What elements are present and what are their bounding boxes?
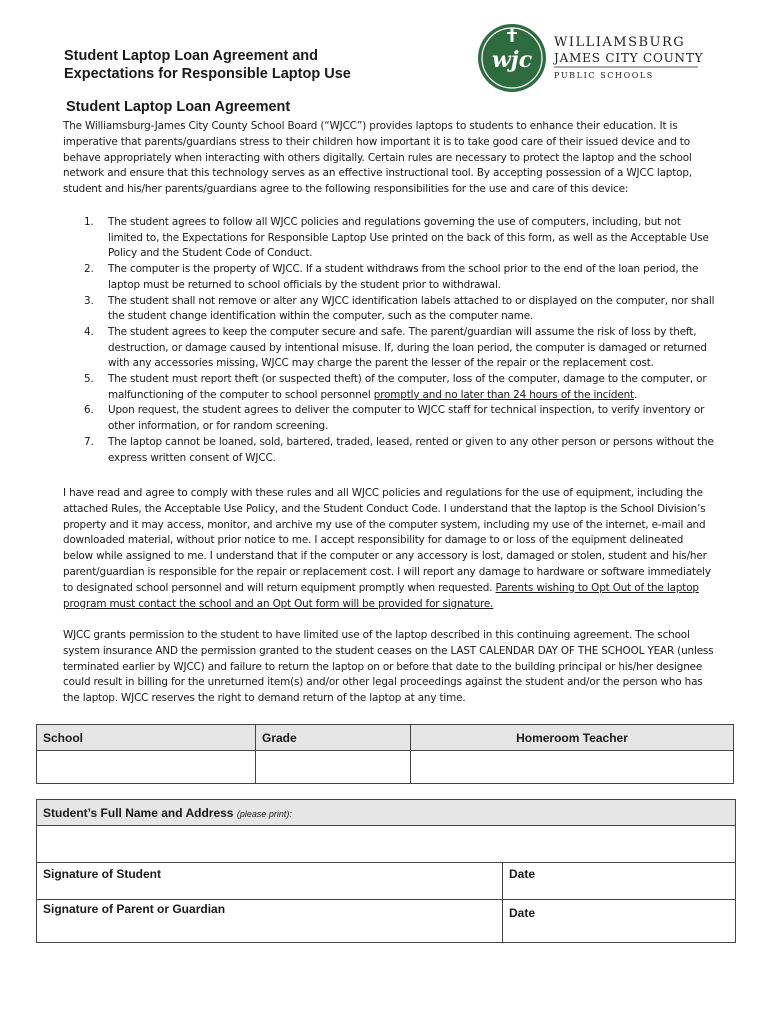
full-name-hint: (please print): <box>236 809 292 819</box>
school-info-table <box>36 724 734 784</box>
student-date-label: Date <box>509 867 536 881</box>
rule-item <box>84 215 716 262</box>
school-field[interactable] <box>37 751 256 784</box>
agreement-text: I have read and agree to comply with these rules and all WJCC policies and regulations for the use of equipment, including the attached Rules, the Acceptable Use Policy, and the Student Conduct Code. I understand that the laptop is the School Division’s property and it may access, monitor, and archive my use of the computer system, including my use of the internet, e-mail and downloaded material, without prior notice to me. I accept responsibility for damage to or loss of the equipment delineated below while assigned to me. I understand that if the computer or any accessory is lost, damaged or stolen, student and his/her parent/guardian is responsible for the repair or replacement cost. I will report any damage to hardware or software immediately to designated school personnel and will return equipment promptly when requested. <box>63 487 711 594</box>
wjcc-logo-graphic <box>476 22 706 94</box>
rule-text: Upon request, the student agrees to deliver the computer to WJCC staff for technical inspection, to verify inventory or other information, or for random screening. <box>108 404 705 433</box>
rule-item <box>84 435 716 466</box>
grade-field[interactable] <box>256 751 411 784</box>
school-header: School <box>37 725 256 751</box>
agreement-paragraph <box>63 486 715 612</box>
rule-item <box>84 372 716 403</box>
logo-initials: wjc <box>491 47 533 73</box>
rule-number: 3. <box>84 294 94 307</box>
rule-text: The computer is the property of WJCC. If a student withdraws from the school prior to the end of the loan period, the laptop must be returned to school officials by the student prior to withdrawal. <box>108 263 699 291</box>
rule-number: 4. <box>84 325 94 338</box>
rule-number: 6. <box>84 404 94 417</box>
org-name-line-2: JAMES CITY COUNTY <box>554 51 704 65</box>
rule-text: The student must report theft (or suspected theft) of the computer, loss of the computer, damage to the computer, or malfunctioning of the computer to school personnel <box>108 373 707 401</box>
rule-text: The student shall not remove or alter any WJCC identification labels attached to or displayed on the computer, nor shall the student change identification within the computer, such as the computer name. <box>108 294 715 323</box>
teacher-field[interactable] <box>411 751 734 784</box>
opt-out-notice: Parents wishing to Opt Out of the laptop program must contact the school and an Opt Out form will be provided for signature. <box>63 581 699 610</box>
student-signature-row <box>37 863 735 900</box>
parent-signature-field[interactable] <box>37 900 503 942</box>
org-name-line-3: PUBLIC SCHOOLS <box>554 71 654 80</box>
parent-date-label: Date <box>509 906 536 920</box>
permission-paragraph: WJCC grants permission to the student to have limited use of the laptop described in this continuing agreement. The school system insurance AND the permission granted to the student ceases on the LAST CALENDAR DAY OF THE SCHOOL YEAR (unless terminated earlier by WJCC) and failure to return the laptop on or before that date to the building principal or his/her designee could result in billing for the unreturned item(s) and/or other legal proceedings against the student and/or the person who has the laptop. WJCC reserves the right to demand return of the laptop at any time. <box>63 629 714 705</box>
full-name-header <box>37 800 735 826</box>
parent-signature-label: Signature of Parent or Guardian <box>43 902 226 916</box>
full-name-field[interactable] <box>37 826 735 863</box>
full-name-label: Student’s Full Name and Address <box>43 806 234 820</box>
rule-item <box>84 325 716 372</box>
rule-text-underlined: promptly and no later than 24 hours of the incident <box>373 388 634 401</box>
student-info-box <box>36 799 736 943</box>
rule-number: 2. <box>84 263 94 276</box>
student-signature-label: Signature of Student <box>43 867 161 881</box>
document-title <box>64 47 351 83</box>
rule-item <box>84 403 716 434</box>
rule-number: 7. <box>84 435 94 448</box>
rule-item <box>84 262 716 293</box>
rule-text: The laptop cannot be loaned, sold, bartered, traded, leased, rented or given to any other person or persons without the express written consent of WJCC. <box>108 435 714 464</box>
rules-list <box>84 215 716 466</box>
student-signature-field[interactable] <box>37 863 503 899</box>
parent-signature-row <box>37 900 735 942</box>
parent-date-field[interactable] <box>503 900 735 942</box>
grade-header: Grade <box>256 725 411 751</box>
section-title: Student Laptop Loan Agreement <box>66 99 291 115</box>
title-line-2: Expectations for Responsible Laptop Use <box>64 66 351 82</box>
rule-item <box>84 294 716 325</box>
student-date-field[interactable] <box>503 863 735 899</box>
title-line-1: Student Laptop Loan Agreement and <box>64 48 319 64</box>
org-name-line-1: WILLIAMSBURG <box>554 35 686 50</box>
rule-text: The student agrees to follow all WJCC policies and regulations governing the use of computers, including, but not limited to, the Expectations for Responsible Laptop Use printed on the back of this form, as well as the Acceptable Use Policy and the Student Code of Conduct. <box>108 216 709 260</box>
rule-number: 1. <box>84 216 94 228</box>
intro-paragraph: The Williamsburg-James City County School Board (“WJCC”) provides laptops to students to enhance their education. It is imperative that parents/guardians stress to their children how important it is to take good care of their issued device and to behave appropriately when interacting with others digitally. Certain rules are necessary to protect the laptop and the school network and ensure that this technology serves as an effective instructional tool. By accepting possession of a WJCC laptop, student and his/her parents/guardians agree to the following responsibilities for the use and care of this device: <box>63 120 692 196</box>
rule-number: 5. <box>84 373 94 386</box>
rule-text: The student agrees to keep the computer secure and safe. The parent/guardian will assume the risk of loss by theft, destruction, or damage caused by intentional misuse. If, during the loan period, the computer is damaged or returned with any accessories missing, WJCC may charge the parent the lesser of the repair or the replacement cost. <box>108 325 707 370</box>
rule-text-tail: . <box>633 388 638 401</box>
teacher-header: Homeroom Teacher <box>411 725 734 751</box>
wjcc-logo <box>476 22 706 94</box>
